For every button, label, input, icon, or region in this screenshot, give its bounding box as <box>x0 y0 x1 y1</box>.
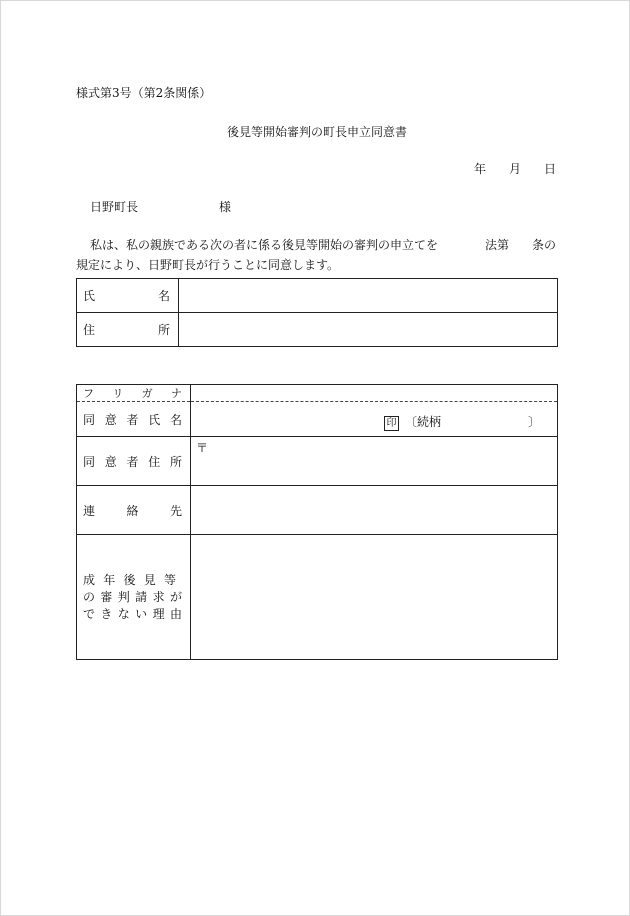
subject-name-field[interactable] <box>179 279 558 313</box>
consenter-address-label: 同 意 者 住 所 <box>83 454 182 469</box>
seal-mark: 印 <box>384 416 399 431</box>
subject-address-label: 住 所 <box>83 323 170 337</box>
consenter-name-label: 同 意 者 氏 名 <box>83 412 182 427</box>
consenter-address-row <box>77 437 558 486</box>
furigana-label: フ リ ガ ナ <box>83 387 182 400</box>
date-day-label: 日 <box>544 162 557 176</box>
reason-label-cell <box>77 535 191 660</box>
furigana-label-cell <box>77 385 191 402</box>
consenter-address-label-cell <box>77 437 191 486</box>
consenter-name-row <box>77 402 558 437</box>
subject-name-label: 氏 名 <box>83 289 170 303</box>
contact-row <box>77 486 558 535</box>
contact-field[interactable] <box>191 486 558 535</box>
subject-table <box>76 278 558 347</box>
subject-address-field[interactable] <box>179 313 558 347</box>
postal-mark: 〒 <box>196 441 209 455</box>
date-year-label: 年 <box>474 162 487 176</box>
law-label: 法第 <box>485 238 510 252</box>
subject-address-label-cell <box>77 313 179 347</box>
relation-close-bracket: 〕 <box>528 415 541 429</box>
relation-label: 〔続柄 <box>405 415 442 429</box>
addressee: 日野町長 <box>90 200 139 214</box>
date-month-label: 月 <box>509 162 522 176</box>
honorific: 様 <box>219 200 232 214</box>
document-title: 後見等開始審判の町長申立同意書 <box>227 125 408 139</box>
consent-text-line2: 規定により、日野町長が行うことに同意します。 <box>76 258 340 272</box>
article-label: 条の <box>532 238 557 252</box>
consenter-address-field[interactable] <box>191 437 558 486</box>
consenter-name-field[interactable] <box>191 402 558 437</box>
reason-field[interactable] <box>191 535 558 660</box>
form-number: 様式第3号（第2条関係） <box>76 86 212 100</box>
seal-and-relation <box>384 413 441 431</box>
furigana-row <box>77 385 558 402</box>
contact-label-cell <box>77 486 191 535</box>
contact-label: 連 絡 先 <box>83 503 182 518</box>
consenter-table <box>76 384 558 660</box>
reason-label: 成 年 後 見 等 の 審 判 請 求 が で き な い 理 由 <box>83 572 182 621</box>
subject-address-row <box>77 313 558 347</box>
subject-name-row <box>77 279 558 313</box>
consenter-name-label-cell <box>77 402 191 437</box>
consent-text-line1: 私は、私の親族である次の者に係る後見等開始の審判の申立てを <box>90 238 439 252</box>
reason-row <box>77 535 558 660</box>
furigana-field[interactable] <box>191 385 558 402</box>
subject-name-label-cell <box>77 279 179 313</box>
